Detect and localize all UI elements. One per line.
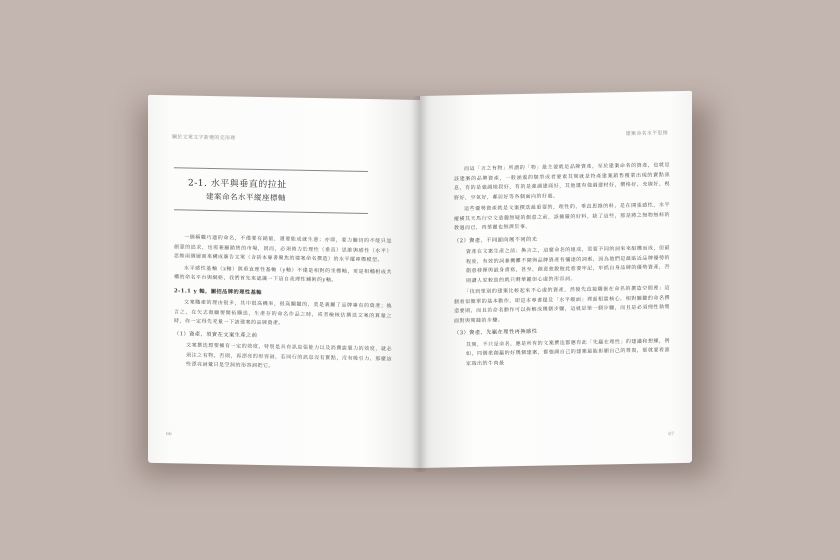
item2-title: （2）資產，不同面向展不同的光 <box>454 236 538 244</box>
left-page-number: 66 <box>166 432 172 438</box>
right-paragraph-3: 「找到眾別的建案比較起來不心虛的資產，然後先直接鑄嵌在命名的撰造空間裡」這個看似簡單的基本動作，即是本專書提及「水平縱面」裡面相當核心。相對關鍵的命名撰造要則，而且若命名動作可以拆解成幾個步驟，這就是第一個步驟，而且是必須理性執實面對與實踐的步驟。 <box>454 285 670 324</box>
chapter-rule-bottom <box>174 209 368 214</box>
chapter-title: 2-1. 水平與垂直的拉扯 <box>188 178 287 191</box>
left-paragraph: 一個稱職巧適的命名，不僅要有銷量，還要能成就生意；亦即，要力關切的不能只是創意的追求，也需兼顧銷售的市場，因而，必須倚力於理性（垂直）思維與感性（水平）思維兩個層面來構成廣告文案（含括本專書聚焦的建案命名撰造）的水平縱座標模型。 <box>174 234 392 264</box>
left-paragraph: 水平感性基軸（x軸）與垂直理性基軸（y軸）不僅是相對的坐標軸，更是相輔相成共構的命名平台與網絡，我們首先來認識一下這自我理性鋪術的y軸。 <box>174 264 392 284</box>
left-running-head: 關於文案文字新變的完形理 <box>172 134 236 142</box>
item3-text: 其實，不只是命名，應是所有的文案撰迭都應有此「先贏在理性」的建議和想練，例如，同個業創贏的好幾個建案，都強調自己的建案最能彰顯自己的尊貴，那就要看誰家端出的牛肉最 <box>466 337 670 367</box>
book-gutter <box>412 96 428 472</box>
item2-text: 資產在文案生產之前；換言之，這麼命名的組成，需要不同的詞來來組構而成，但最程度，有效的詞兼機攤不開與品牌資產有彌達的詞素，因為他們是最貼近品牌優勢的創意發揮與最身書寫，甚至，創意愈銳彼此愈要牢記，牢抓自身品牌的優勢資產，否則讀人家較勁的就只剩華麗但心虛的形容詞。 <box>466 245 670 284</box>
item-title: （1）資產，須實在文案生產之前 <box>174 330 258 339</box>
right-running-head: 建案命名水平思維 <box>625 130 668 138</box>
left-body <box>174 233 392 376</box>
item3-title: （3）資產，先贏在理性再換感性 <box>454 328 538 337</box>
right-paragraph: 這些優勢資產就是文案撰迭最重要的，理性的，垂直思維的料，是在開張感性，水平縱橫其天馬行空文造趣無疑的創意之前，該擁嚴的好料，缺了這些，那是將之無物無料的教過而已，再華麗也無濟於事。 <box>454 202 670 232</box>
right-page <box>420 91 692 468</box>
right-body <box>454 161 670 371</box>
chapter-rule-top <box>174 167 368 172</box>
item-text: 文案撰迭想要擁有一定的效度，特別是具有訊息張能力以及消費說服力的效度，就必須注之有物，否則，再漂亮的形容詞，若同行的訊息沒有實點，沒有吸引力，那麼這些漂亮詞彙只是空洞的形容詞把它。 <box>186 342 392 370</box>
right-page-number: 67 <box>668 432 674 438</box>
section-paragraph: 文案職產的理由很多，其中很高機率，很高關鍵的，莫是義屬了品牌專有的資產；換言之，在矢志徵顧要開拓購迭，生產存的命名作品之時，或者檢核估撰迭文案的算量之時，你一定得先充量一下該建案的品牌資產。 <box>174 299 392 327</box>
left-page <box>148 95 420 468</box>
section-title: 2-1.1 y 軸，圖招品牌的理性基軸 <box>174 287 262 296</box>
chapter-subtitle: 建案命名水平縱座標軸 <box>206 191 286 203</box>
right-paragraph: 而這「言之有物」所謂的「物」最主要就是品牌資產，至於建案命名的資產，也就是該建案的品牌資產，一般涵蓋的類型或者要素其實就是符產建案銷售獲業出現的賣點訊息，有的是強調地段好，有的是強調建商好，其他還有強調建材好，價格好，充線好，視野好，空氣好，鄰居好等各個面向的好處。 <box>454 162 670 201</box>
